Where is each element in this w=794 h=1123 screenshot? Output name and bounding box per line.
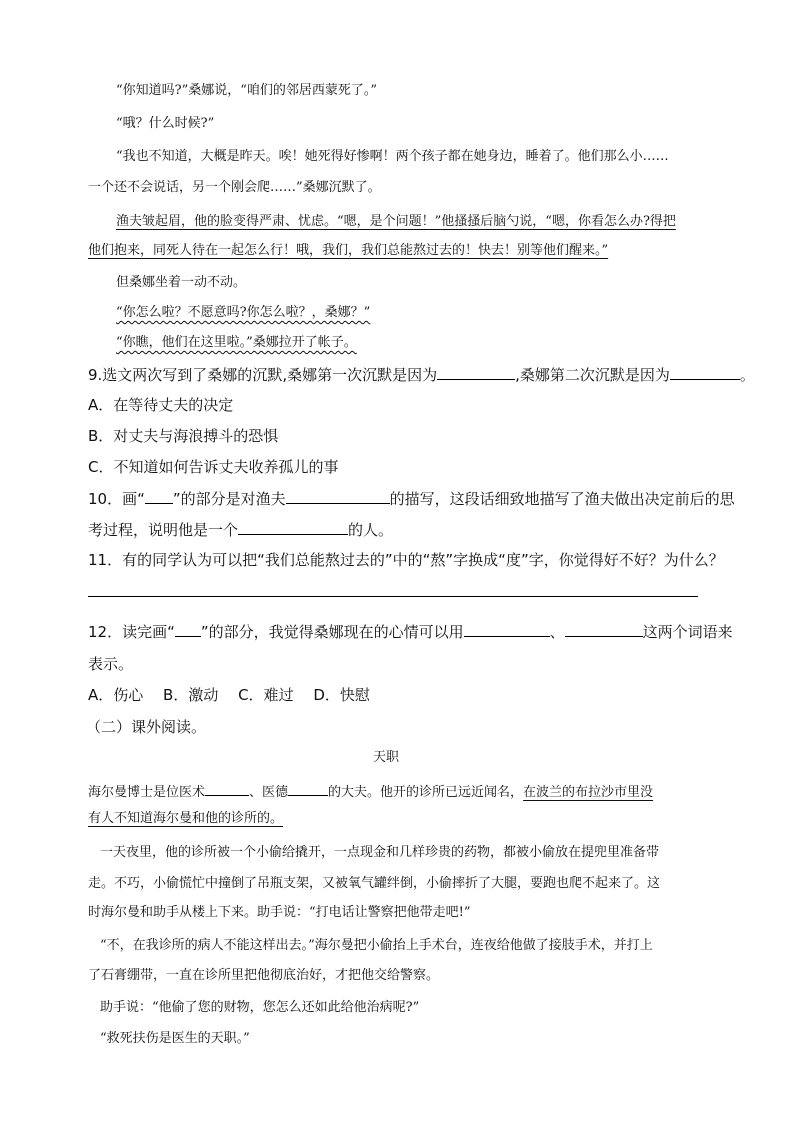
option-a[interactable]: A．在等待丈夫的决定 <box>88 396 234 414</box>
answer-blank[interactable] <box>670 365 740 380</box>
passage-paragraph-wavy: “你瞧，他们在这里啦。”桑娜拉开了帐子。 <box>116 335 357 350</box>
question-12-continued: 表示。 <box>88 655 134 673</box>
question-12-options[interactable]: A．伤心 B．激动 C．难过 D．快慰 <box>88 686 370 704</box>
passage-paragraph: 海尔曼博士是位医术 、医德 的大夫。他开的诊所已远近闻名，在波兰的布拉沙市里没 <box>88 781 653 801</box>
passage-paragraph: 助手说：“他偷了您的财物，您怎么还如此给他治病呢?” <box>100 1000 420 1015</box>
passage-paragraph: “我也不知道，大概是昨天。唉！她死得好惨啊！两个孩子都在她身边，睡着了。他们那么小…… <box>116 149 669 164</box>
answer-blank[interactable] <box>205 781 249 796</box>
answer-blank[interactable] <box>464 622 550 637</box>
passage-paragraph: “不，在我诊所的病人不能这样出去。”海尔曼把小偷抬上手术台，连夜给他做了接肢手术，并打上 <box>100 938 653 953</box>
answer-blank[interactable] <box>238 520 348 535</box>
question-12: 12．读完画“ ”的部分，我觉得桑娜现在的心情可以用 、 这两个词语来 <box>88 623 733 641</box>
answer-blank[interactable] <box>565 622 643 637</box>
passage-paragraph: 时海尔曼和助手从楼上下来。助手说：“打电话让警察把他带走吧!” <box>88 905 471 920</box>
passage-paragraph: 走。不巧，小偷慌忙中撞倒了吊瓶支架，又被氧气罐绊倒，小偷摔折了大腿，要跑也爬不起来了。这 <box>88 876 661 891</box>
passage-underlined: 有人不知道海尔曼和他的诊所的。 <box>88 811 284 826</box>
question-10: 10．画“ ”的部分是对渔夫 的描写，这段话细致地描写了渔夫做出决定前后的思 <box>88 490 735 508</box>
passage-paragraph: 了石膏绷带，一直在诊所里把他彻底治好，才把他交给警察。 <box>88 968 440 983</box>
option-c[interactable]: C．不知道如何告诉丈夫收养孤儿的事 <box>88 458 339 476</box>
section-heading: （二）课外阅读。 <box>86 718 207 736</box>
passage-paragraph-underlined: 他们抱来，同死人待在一起怎么行！哦，我们，我们总能熬过去的！快去！别等他们醒来。” <box>88 243 609 258</box>
passage-paragraph: “哦？什么时候?” <box>116 116 215 131</box>
passage-paragraph-wavy: “你怎么啦？不愿意吗?你怎么啦？，桑娜？” <box>116 305 371 320</box>
question-10-continued: 考过程，说明他是一个 的人。 <box>88 521 394 539</box>
passage-paragraph: “救死扶伤是医生的天职。” <box>100 1031 250 1046</box>
passage-paragraph: 但桑娜坐着一动不动。 <box>116 275 247 290</box>
answer-blank[interactable] <box>286 489 390 504</box>
passage-paragraph: 一天夜里，他的诊所被一个小偷给撬开，一点现金和几样珍贵的药物，都被小偷放在提兜里准备带 <box>100 845 660 860</box>
answer-blank[interactable] <box>288 781 328 796</box>
answer-line[interactable] <box>88 596 698 597</box>
option-b[interactable]: B．对丈夫与海浪搏斗的恐惧 <box>88 427 279 445</box>
question-11: 11．有的同学认为可以把“我们总能熬过去的”中的“熬”字换成“度”字，你觉得好不好？为什么？ <box>88 551 724 569</box>
passage-paragraph: “你知道吗?”桑娜说，“咱们的邻居西蒙死了。” <box>116 83 378 98</box>
passage-title: 天职 <box>373 750 400 765</box>
question-9: 9.选文两次写到了桑娜的沉默,桑娜第一次沉默是因为 ,桑娜第二次沉默是因为 。 <box>88 366 755 384</box>
passage-paragraph-underlined: 渔夫皱起眉，他的脸变得严肃、忧虑。“嗯，是个问题！”他搔搔后脑勺说，“嗯，你看怎么办?得把 <box>116 214 676 229</box>
passage-paragraph: 一个还不会说话，另一个刚会爬……”桑娜沉默了。 <box>88 180 381 195</box>
answer-blank[interactable] <box>437 365 515 380</box>
